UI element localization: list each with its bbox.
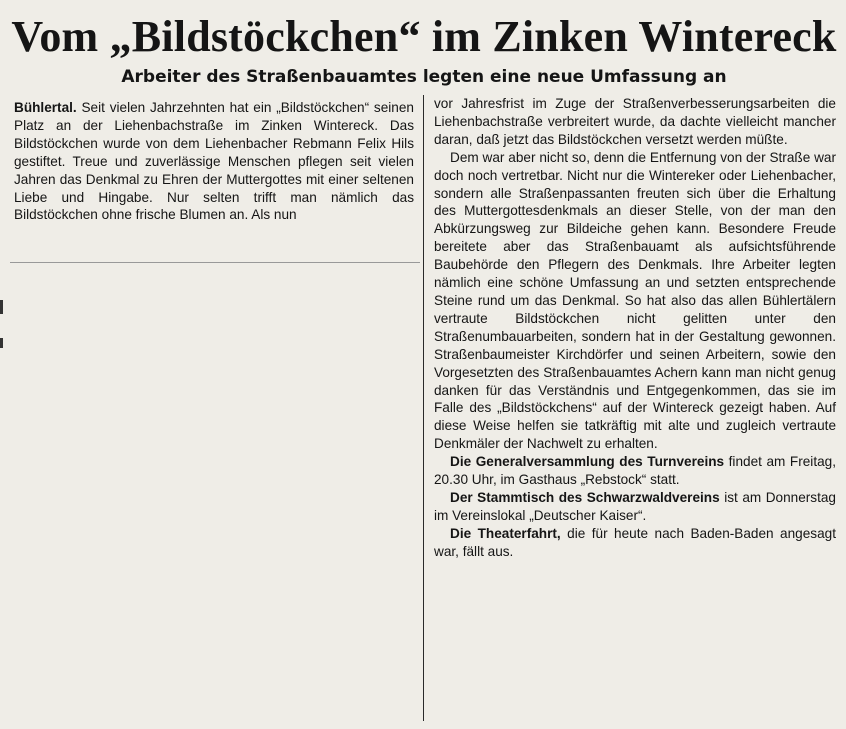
article-dateline: Bühlertal.: [14, 100, 77, 115]
article-subheadline: Arbeiter des Straßenbauamtes legten eine neue Umfassung an: [121, 67, 727, 87]
notice-lead: Die Generalversammlung des Turnvereins: [450, 454, 725, 470]
notice-text: ist am Donnerstag im Vereinslokal „Deutscher Kaiser“.: [434, 489, 836, 523]
notice-lead: Der Stammtisch des Schwarzwaldvereins: [450, 489, 720, 505]
notice-item: [434, 453, 836, 489]
article-column-right: [434, 95, 836, 561]
article-paragraph: vor Jahresfrist im Zuge der Straßenverbesserungsarbeiten die Liehenbachstraße verbreitert wurde, da dachte vielleicht mancher daran, daß jetzt das Bildstöckchen versetzt werden müßte.: [434, 96, 836, 147]
article-column-left: [14, 99, 414, 224]
notice-lead: Die Theaterfahrt,: [450, 525, 561, 541]
notice-text: findet am Freitag, 20.30 Uhr, im Gasthaus „Rebstock“ statt.: [434, 454, 836, 488]
scan-edge-mark: [0, 338, 3, 348]
column-rule: [10, 262, 420, 263]
notice-item: [434, 525, 836, 561]
article-paragraph: [14, 99, 414, 224]
notice-text: die für heute nach Baden-Baden angesagt war, fällt aus.: [434, 525, 836, 559]
column-divider: [423, 95, 424, 721]
notice-item: [434, 489, 836, 525]
article-headline: Vom „Bildstöckchen“ im Zinken Wintereck: [11, 12, 837, 61]
article-paragraph: Dem war aber nicht so, denn die Entfernung von der Straße war doch noch vertretbar. Nicht nur die Wintereker oder Liehenbacher, sondern alle Straßenpassanten freuten sich über die Erhaltung des Muttergottesdenkmals an dieser Stelle, von der man den Abkürzungsweg zur Bildeiche gehen kann. Besondere Freude bereitete aber das Straßenbauamt als aufsichtsführende Baubehörde den Pflegern des Denkmals. Ihre Arbeiter legten nämlich eine schöne Umfassung an und setzten entsprechende Steine rund um das Denkmal. So hat also das allen Bühlertälern vertraute Bildstöckchen nicht gelitten unter den Straßenumbauarbeiten, sondern hat in der Gestaltung gewonnen. Straßenbaumeister Kirchdörfer und seinen Arbeitern, sowie den Vorgesetzten des Straßenbauamtes Achern kann man nicht genug danken für das Verständnis und Entgegenkommen, das sie im Falle des „Bildstöckchens“ auf der Wintereck gezeigt haben. Auf diese Weise helfen sie tatkräftig mit alte und zugleich vertraute Denkmäler der Nachwelt zu erhalten.: [434, 149, 836, 452]
scan-edge-mark: [0, 300, 3, 314]
article-body-left: Seit vielen Jahrzehnten hat ein „Bildstöckchen“ seinen Platz an der Liehenbachstraße im Zinken Wintereck. Das Bildstöckchen wurde von dem Liehenbacher Rebmann Felix Hils gestiftet. Treue und zuverlässige Menschen pflegen seit vielen Jahren das Denkmal zu Ehren der Muttergottes mit einer seltenen Liebe und Hingabe. Nur selten trifft man nämlich das Bildstöckchen ohne frische Blumen an. Als nun: [14, 100, 414, 223]
